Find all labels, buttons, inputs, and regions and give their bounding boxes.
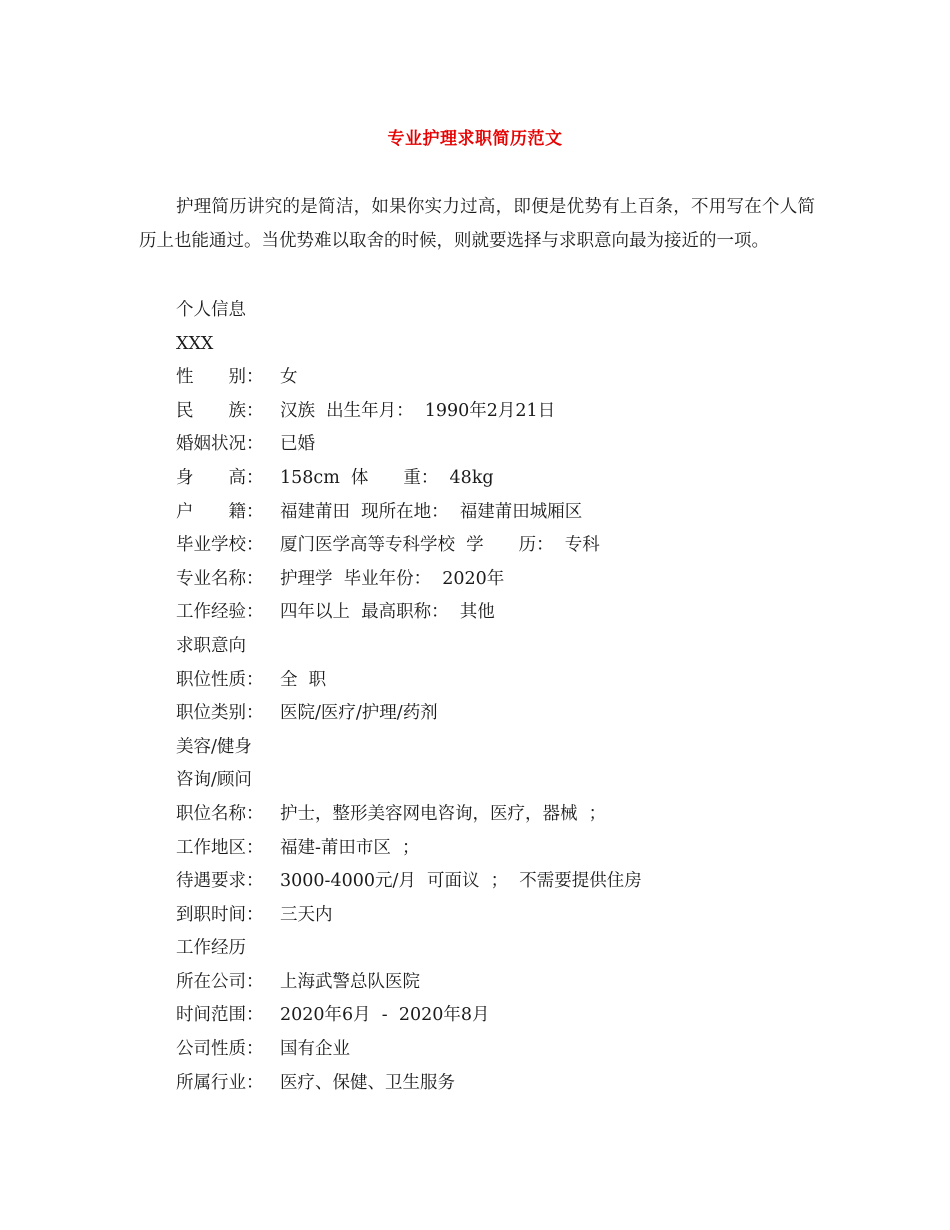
info-line-job-category: 职位类别： 医院/医疗/护理/药剂 — [176, 703, 438, 724]
info-line-gender: 性 别： 女 — [176, 367, 298, 388]
info-line-job-nature: 职位性质： 全 职 — [176, 669, 327, 690]
info-line-industry: 所属行业： 医疗、保健、卫生服务 — [176, 1072, 455, 1093]
name-line: XXX — [176, 333, 214, 354]
info-line-start-time: 到职时间： 三天内 — [176, 904, 333, 925]
info-line-marital-status: 婚姻状况： 已婚 — [176, 434, 315, 455]
info-line-salary: 待遇要求： 3000-4000元/月 可面议 ； 不需要提供住房 — [176, 871, 642, 892]
info-line-experience: 工作经验： 四年以上 最高职称： 其他 — [176, 602, 495, 623]
info-line-work-area: 工作地区： 福建-莆田市区 ； — [176, 837, 420, 858]
info-line-ethnicity: 民 族： 汉族 出生年月： 1990年2月21日 — [176, 400, 556, 421]
intro-paragraph: 护理简历讲究的是简洁，如果你实力过高，即便是优势有上百条，不用写在个人简历上也能通过。当优势难以取舍的时候，则就要选择与求职意向最为接近的一项。 — [139, 197, 815, 251]
section-heading-job-intention: 求职意向 — [176, 635, 246, 656]
resume-lines — [176, 294, 816, 1100]
info-line-company: 所在公司： 上海武警总队医院 — [176, 971, 420, 992]
info-line-major: 专业名称： 护理学 毕业年份： 2020年 — [176, 568, 505, 589]
info-line-time-range: 时间范围： 2020年6月 - 2020年8月 — [176, 1005, 490, 1026]
info-line-job-title: 职位名称： 护士，整形美容网电咨询，医疗，器械 ； — [176, 803, 607, 824]
info-line-consulting: 咨询/顾问 — [176, 770, 252, 791]
info-line-company-nature: 公司性质： 国有企业 — [176, 1039, 350, 1060]
document-title: 专业护理求职简历范文 — [387, 129, 563, 149]
section-heading-personal-info: 个人信息 — [176, 300, 246, 320]
section-heading-work-history: 工作经历 — [176, 938, 246, 959]
info-line-school: 毕业学校： 厦门医学高等专科学校 学 历： 专科 — [176, 535, 600, 556]
info-line-beauty-fitness: 美容/健身 — [176, 736, 252, 757]
info-line-height: 身 高： 158cm 体 重： 48kg — [176, 467, 494, 488]
info-line-household: 户 籍： 福建莆田 现所在地： 福建莆田城厢区 — [176, 501, 583, 522]
